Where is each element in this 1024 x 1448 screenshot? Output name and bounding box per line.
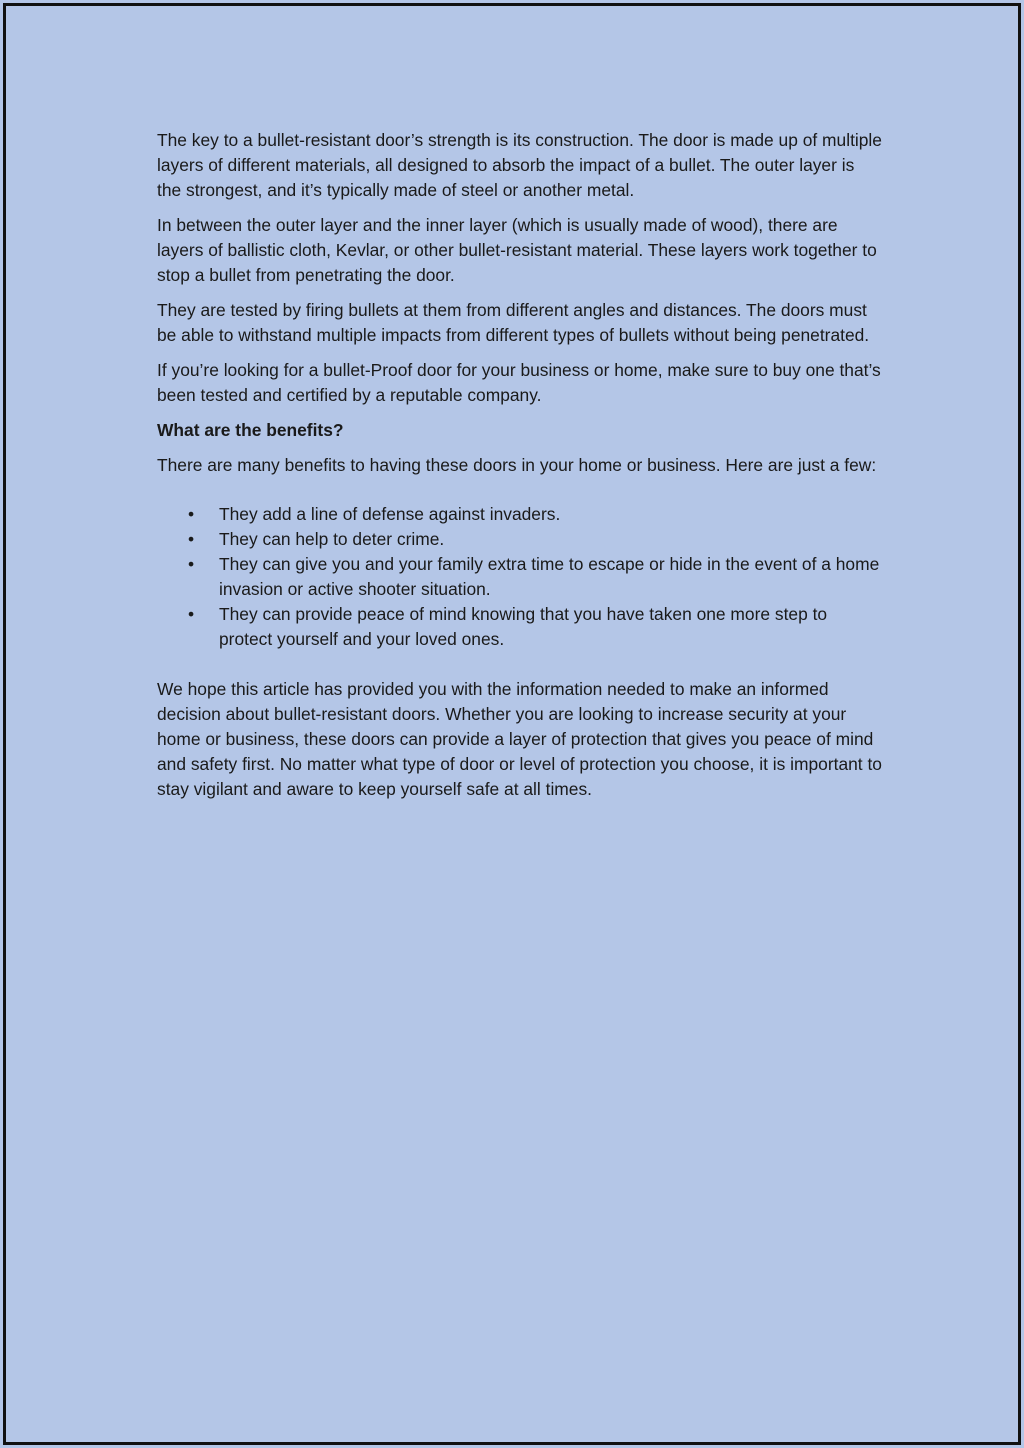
list-item [188, 527, 882, 552]
benefits-list [157, 502, 882, 652]
paragraph-layers: In between the outer layer and the inner layer (which is usually made of wood), there are layers of ballistic cloth, Kevlar, or other bullet-resistant material. These layers work together to stop a bullet from penetrating the door. [157, 215, 877, 285]
paragraph-construction: The key to a bullet-resistant door’s strength is its construction. The door is made up of multiple layers of different materials, all designed to absorb the impact of a bullet. The outer layer is the strongest, and it’s typically made of steel or another metal. [157, 130, 882, 200]
paragraph-conclusion: We hope this article has provided you with the information needed to make an informed decision about bullet-resistant doors. Whether you are looking to increase security at your home or business, these doors can provide a layer of protection that gives you peace of mind and safety first. No matter what type of door or level of protection you choose, it is important to stay vigilant and aware to keep yourself safe at all times. [157, 679, 882, 799]
list-item [188, 552, 882, 602]
list-item-text: They can provide peace of mind knowing that you have taken one more step to protect yourself and your loved ones. [219, 604, 828, 649]
paragraph-benefits-intro: There are many benefits to having these doors in your home or business. Here are just a few: [157, 455, 877, 475]
list-item-text: They can give you and your family extra time to escape or hide in the event of a home invasion or active shooter situation. [219, 554, 880, 599]
bullet-icon: • [188, 504, 195, 524]
page-frame [3, 3, 1021, 1445]
bullet-icon: • [188, 604, 195, 624]
paragraph-testing: They are tested by firing bullets at them from different angles and distances. The doors must be able to withstand multiple impacts from different types of bullets without being penetrated. [157, 300, 870, 345]
list-item-text: They can help to deter crime. [219, 529, 445, 549]
section-heading: What are the benefits? [157, 420, 344, 440]
bullet-icon: • [188, 529, 195, 549]
list-item-text: They add a line of defense against invaders. [219, 504, 561, 524]
document-body [157, 128, 882, 812]
bullet-icon: • [188, 554, 195, 574]
paragraph-buying-advice: If you’re looking for a bullet-Proof door for your business or home, make sure to buy one that’s been tested and certified by a reputable company. [157, 360, 881, 405]
list-item [188, 602, 882, 652]
list-item [188, 502, 882, 527]
